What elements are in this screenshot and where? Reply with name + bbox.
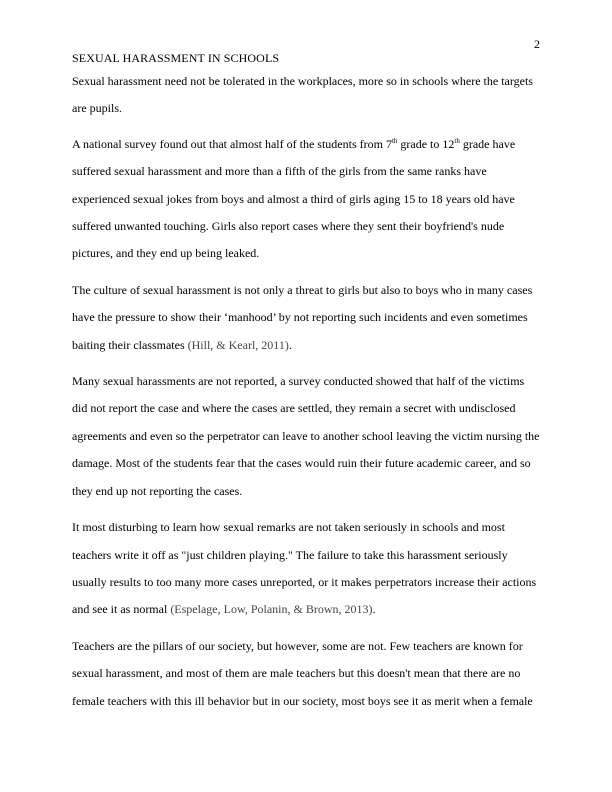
paragraph-2-text-a: A national survey found out that almost half of the students from 7	[72, 136, 392, 151]
ordinal-suffix: th	[454, 136, 460, 145]
paragraph-6	[72, 633, 542, 715]
paragraph-4	[72, 368, 542, 505]
paragraph-6-text: Teachers are the pillars of our society, but however, some are not. Few teachers are known for sexual harassment, and most of them are male teachers but this doesn't mean that there are no female teachers with this ill behavior but in our society, most boys see it as merit when a female	[72, 638, 533, 708]
paragraph-3-text: The culture of sexual harassment is not only a threat to girls but also to boys who in many cases have the pressure to show their ‘manhood’ by not reporting such incidents and even sometimes baiting their classmates	[72, 282, 533, 352]
running-head: SEXUAL HARASSMENT IN SCHOOLS	[72, 51, 280, 65]
citation: (Espelage, Low, Polanin, & Brown, 2013)	[170, 602, 373, 617]
paragraph-4-text: Many sexual harassments are not reported, a survey conducted showed that half of the victims did not report the case and where the cases are settled, they remain a secret with undisclosed agreements and even so the perpetrator can leave to another school leaving the victim nursing the damage. Most of the students fear that the cases would ruin their future academic career, and so they end up not reporting the cases.	[72, 374, 540, 498]
paragraph-1	[72, 68, 542, 123]
ordinal-suffix: th	[391, 136, 398, 145]
paragraph-2-text-c: grade have suffered sexual harassment and more than a fifth of the girls from the same ranks have experienced sexual jokes from boys and almost a third of girls aging 15 to 18 years old have suffered unwanted touching. Girls also report cases where they sent their boyfriend's nude pictures, and they end up being leaked.	[72, 136, 516, 261]
paragraph-2-text-b: grade to 12	[397, 136, 455, 151]
paragraph-5-text: It most disturbing to learn how sexual remarks are not taken seriously in schools and most teachers write it off as "just children playing." The failure to take this harassment seriously usually results to too many more cases unreported, or it makes perpetrators increase their actions and see it as normal	[72, 520, 537, 617]
paragraph-3	[72, 277, 542, 359]
citation: (Hill, & Kearl, 2011)	[187, 337, 289, 352]
paragraph-2	[72, 131, 542, 268]
paragraph-5-end: .	[372, 602, 376, 617]
paragraph-3-end: .	[288, 337, 292, 352]
paragraph-5	[72, 514, 542, 624]
paragraph-1-text: Sexual harassment need not be tolerated in the workplaces, more so in schools where the targets are pupils.	[72, 74, 533, 116]
body-text	[72, 68, 542, 724]
page-number: 2	[534, 37, 540, 51]
